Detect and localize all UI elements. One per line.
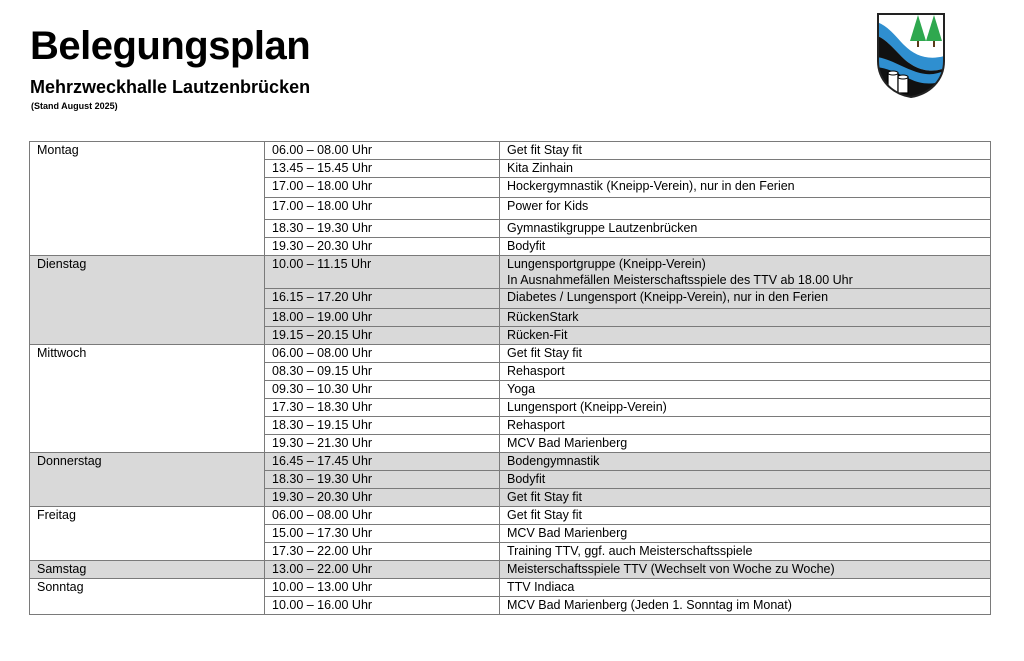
activity-label: RückenStark (507, 310, 579, 324)
activity-cell (500, 363, 991, 381)
day-cell: Samstag (30, 561, 265, 579)
table-row (30, 561, 991, 579)
activity-label: Get fit Stay fit (507, 143, 583, 157)
table-row (30, 142, 991, 160)
time-cell: 18.00 – 19.00 Uhr (265, 309, 500, 327)
time-cell: 18.30 – 19.15 Uhr (265, 417, 500, 435)
page-subtitle: Mehrzweckhalle Lautzenbrücken (30, 77, 311, 97)
activity-label: Rehasport (507, 418, 565, 432)
time-cell: 13.00 – 22.00 Uhr (265, 561, 500, 579)
activity-cell (500, 256, 991, 289)
activity-cell (500, 327, 991, 345)
activity-cell (500, 597, 991, 615)
activity-label: MCV Bad Marienberg (Jeden 1. Sonntag im Monat) (507, 598, 792, 612)
page-title: Belegungsplan (30, 24, 311, 68)
activity-label: Bodyfit (507, 472, 546, 486)
activity-label: Gymnastikgruppe Lautzenbrücken (507, 221, 698, 235)
activity-cell (500, 435, 991, 453)
activity-cell (500, 579, 991, 597)
time-cell: 06.00 – 08.00 Uhr (265, 345, 500, 363)
table-row (30, 579, 991, 597)
activity-cell (500, 198, 991, 220)
coat-of-arms-icon (874, 11, 948, 99)
activity-label: Bodyfit (507, 239, 546, 253)
activity-label: Bodengymnastik (507, 454, 600, 468)
time-cell: 15.00 – 17.30 Uhr (265, 525, 500, 543)
activity-cell (500, 345, 991, 363)
activity-label: MCV Bad Marienberg (507, 436, 628, 450)
activity-cell (500, 178, 991, 198)
activity-label: Lungensportgruppe (Kneipp-Verein) (507, 257, 706, 271)
time-cell: 17.30 – 22.00 Uhr (265, 543, 500, 561)
activity-label: Lungensport (Kneipp-Verein) (507, 400, 667, 414)
time-cell: 10.00 – 13.00 Uhr (265, 579, 500, 597)
time-cell: 18.30 – 19.30 Uhr (265, 220, 500, 238)
activity-label: MCV Bad Marienberg (507, 526, 628, 540)
time-cell: 19.30 – 20.30 Uhr (265, 489, 500, 507)
activity-note: In Ausnahmefällen Meisterschaftsspiele des TTV ab 18.00 Uhr (507, 273, 853, 287)
time-cell: 06.00 – 08.00 Uhr (265, 507, 500, 525)
activity-cell (500, 453, 991, 471)
time-cell: 06.00 – 08.00 Uhr (265, 142, 500, 160)
activity-cell (500, 142, 991, 160)
activity-label: Kita Zinhain (507, 161, 574, 175)
day-cell: Montag (30, 142, 265, 256)
day-cell: Dienstag (30, 256, 265, 345)
activity-cell (500, 220, 991, 238)
time-cell: 08.30 – 09.15 Uhr (265, 363, 500, 381)
time-cell: 16.15 – 17.20 Uhr (265, 289, 500, 309)
day-cell: Freitag (30, 507, 265, 561)
activity-cell (500, 238, 991, 256)
activity-cell (500, 399, 991, 417)
time-cell: 17.00 – 18.00 Uhr (265, 178, 500, 198)
activity-cell (500, 561, 991, 579)
activity-cell (500, 417, 991, 435)
stand-date: (Stand August 2025) (31, 101, 118, 111)
activity-cell (500, 160, 991, 178)
activity-cell (500, 309, 991, 327)
activity-label: TTV Indiaca (507, 580, 575, 594)
day-cell: Donnerstag (30, 453, 265, 507)
table-row (30, 453, 991, 471)
time-cell: 18.30 – 19.30 Uhr (265, 471, 500, 489)
activity-label: Yoga (507, 382, 536, 396)
activity-cell (500, 507, 991, 525)
day-cell: Sonntag (30, 579, 265, 615)
activity-cell (500, 489, 991, 507)
table-row (30, 507, 991, 525)
time-cell: 19.30 – 20.30 Uhr (265, 238, 500, 256)
activity-label: Rücken-Fit (507, 328, 568, 342)
time-cell: 09.30 – 10.30 Uhr (265, 381, 500, 399)
activity-cell (500, 381, 991, 399)
activity-label: Get fit Stay fit (507, 346, 583, 360)
time-cell: 19.15 – 20.15 Uhr (265, 327, 500, 345)
time-cell: 17.00 – 18.00 Uhr (265, 198, 500, 220)
time-cell: 10.00 – 16.00 Uhr (265, 597, 500, 615)
activity-label: Meisterschaftsspiele TTV (Wechselt von Woche zu Woche) (507, 562, 835, 576)
day-cell: Mittwoch (30, 345, 265, 453)
table-row (30, 256, 991, 289)
time-cell: 19.30 – 21.30 Uhr (265, 435, 500, 453)
table-row (30, 345, 991, 363)
time-cell: 13.45 – 15.45 Uhr (265, 160, 500, 178)
activity-label: Get fit Stay fit (507, 490, 583, 504)
schedule-table (29, 141, 991, 615)
time-cell: 17.30 – 18.30 Uhr (265, 399, 500, 417)
activity-label: Power for Kids (507, 199, 589, 213)
activity-cell (500, 471, 991, 489)
activity-cell (500, 525, 991, 543)
activity-label: Training TTV, ggf. auch Meisterschaftsspiele (507, 544, 753, 558)
activity-label: Rehasport (507, 364, 565, 378)
activity-label: Hockergymnastik (Kneipp-Verein), nur in den Ferien (507, 179, 795, 193)
time-cell: 10.00 – 11.15 Uhr (265, 256, 500, 289)
activity-label: Get fit Stay fit (507, 508, 583, 522)
activity-cell (500, 289, 991, 309)
activity-cell (500, 543, 991, 561)
activity-label: Diabetes / Lungensport (Kneipp-Verein), nur in den Ferien (507, 290, 829, 304)
time-cell: 16.45 – 17.45 Uhr (265, 453, 500, 471)
